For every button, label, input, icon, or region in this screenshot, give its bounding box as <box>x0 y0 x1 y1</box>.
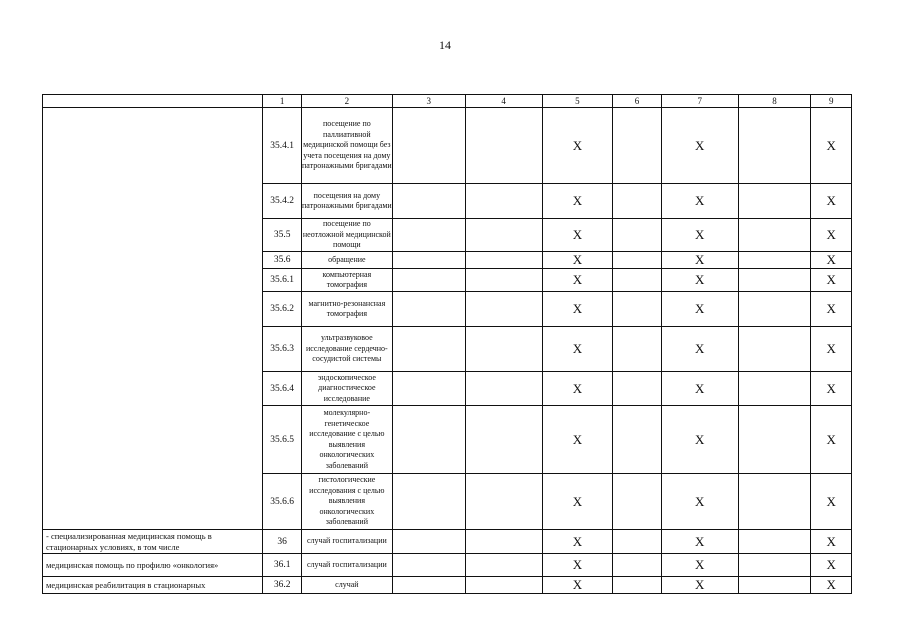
col-5-mark: X <box>542 577 613 594</box>
col-7-mark: X <box>661 474 738 530</box>
col-4-cell <box>465 108 542 184</box>
header-cell-6: 6 <box>613 95 662 108</box>
table-row <box>43 577 852 594</box>
col-9-mark: X <box>811 530 852 554</box>
col-4-cell <box>465 577 542 594</box>
col-9-mark: X <box>811 269 852 292</box>
col-8-cell <box>738 372 811 406</box>
col-6-cell <box>613 474 662 530</box>
col-5-mark: X <box>542 530 613 554</box>
empty-description-cell <box>43 108 263 530</box>
unit-cell: компьютерная томография <box>301 269 392 292</box>
unit-cell: молекулярно-генетическое исследование с целью выявления онкологических заболеваний <box>301 406 392 474</box>
col-5-mark: X <box>542 219 613 252</box>
col-9-mark: X <box>811 292 852 327</box>
col-3-cell <box>392 554 465 577</box>
page-number: 14 <box>439 38 451 52</box>
col-6-cell <box>613 219 662 252</box>
unit-cell: обращение <box>301 252 392 269</box>
row-number: 35.6.6 <box>263 474 301 530</box>
col-7-mark: X <box>661 219 738 252</box>
row-number: 35.6.4 <box>263 372 301 406</box>
header-cell-3: 3 <box>392 95 465 108</box>
unit-cell: магнитно-резонансная томография <box>301 292 392 327</box>
col-8-cell <box>738 252 811 269</box>
table-row <box>43 554 852 577</box>
description-cell: медицинская помощь по профилю «онкология» <box>43 554 263 577</box>
col-7-mark: X <box>661 577 738 594</box>
col-7-mark: X <box>661 108 738 184</box>
header-cell-4: 4 <box>465 95 542 108</box>
table-row <box>43 530 852 554</box>
col-7-mark: X <box>661 406 738 474</box>
col-3-cell <box>392 108 465 184</box>
header-cell-9: 9 <box>811 95 852 108</box>
col-5-mark: X <box>542 108 613 184</box>
col-8-cell <box>738 577 811 594</box>
unit-cell: случай госпитализации <box>301 554 392 577</box>
row-number: 35.6.2 <box>263 292 301 327</box>
col-3-cell <box>392 530 465 554</box>
row-number: 35.4.2 <box>263 184 301 219</box>
col-6-cell <box>613 269 662 292</box>
col-8-cell <box>738 269 811 292</box>
col-8-cell <box>738 184 811 219</box>
col-5-mark: X <box>542 327 613 372</box>
col-3-cell <box>392 372 465 406</box>
col-9-mark: X <box>811 577 852 594</box>
col-6-cell <box>613 292 662 327</box>
col-7-mark: X <box>661 554 738 577</box>
row-number: 36 <box>263 530 301 554</box>
col-5-mark: X <box>542 406 613 474</box>
col-6-cell <box>613 554 662 577</box>
col-6-cell <box>613 530 662 554</box>
row-number: 36.1 <box>263 554 301 577</box>
col-3-cell <box>392 219 465 252</box>
unit-cell: ультразвуковое исследование сердечно-сосудистой системы <box>301 327 392 372</box>
col-5-mark: X <box>542 372 613 406</box>
unit-cell: случай <box>301 577 392 594</box>
col-8-cell <box>738 554 811 577</box>
unit-cell: посещение по паллиативной медицинской помощи без учета посещения на дому патронажными бригадами <box>301 108 392 184</box>
col-6-cell <box>613 406 662 474</box>
col-9-mark: X <box>811 219 852 252</box>
col-7-mark: X <box>661 530 738 554</box>
unit-cell: случай госпитализации <box>301 530 392 554</box>
col-7-mark: X <box>661 327 738 372</box>
header-cell-8: 8 <box>738 95 811 108</box>
header-row <box>43 95 852 108</box>
unit-cell: гистологические исследования с целью выявления онкологических заболеваний <box>301 474 392 530</box>
col-6-cell <box>613 577 662 594</box>
col-6-cell <box>613 184 662 219</box>
header-cell-desc <box>43 95 263 108</box>
col-6-cell <box>613 108 662 184</box>
col-5-mark: X <box>542 292 613 327</box>
col-3-cell <box>392 292 465 327</box>
col-7-mark: X <box>661 252 738 269</box>
col-3-cell <box>392 184 465 219</box>
data-table <box>42 94 852 594</box>
col-4-cell <box>465 269 542 292</box>
header-cell-2: 2 <box>301 95 392 108</box>
col-8-cell <box>738 292 811 327</box>
col-8-cell <box>738 530 811 554</box>
col-4-cell <box>465 219 542 252</box>
col-9-mark: X <box>811 406 852 474</box>
col-5-mark: X <box>542 474 613 530</box>
col-5-mark: X <box>542 252 613 269</box>
col-8-cell <box>738 406 811 474</box>
col-8-cell <box>738 327 811 372</box>
table-row <box>43 108 852 184</box>
col-8-cell <box>738 219 811 252</box>
unit-cell: посещение по неотложной медицинской помощи <box>301 219 392 252</box>
row-number: 35.4.1 <box>263 108 301 184</box>
col-9-mark: X <box>811 184 852 219</box>
row-number: 35.6.3 <box>263 327 301 372</box>
unit-cell: эндоскопическое диагностическое исследование <box>301 372 392 406</box>
col-4-cell <box>465 184 542 219</box>
col-6-cell <box>613 252 662 269</box>
col-5-mark: X <box>542 554 613 577</box>
col-6-cell <box>613 327 662 372</box>
row-number: 35.6 <box>263 252 301 269</box>
row-number: 35.6.1 <box>263 269 301 292</box>
unit-cell: посещения на дому патронажными бригадами <box>301 184 392 219</box>
header-cell-5: 5 <box>542 95 613 108</box>
col-4-cell <box>465 474 542 530</box>
col-7-mark: X <box>661 292 738 327</box>
col-9-mark: X <box>811 327 852 372</box>
header-cell-1: 1 <box>263 95 301 108</box>
col-8-cell <box>738 108 811 184</box>
col-4-cell <box>465 372 542 406</box>
col-9-mark: X <box>811 108 852 184</box>
col-7-mark: X <box>661 372 738 406</box>
col-9-mark: X <box>811 252 852 269</box>
col-4-cell <box>465 406 542 474</box>
col-9-mark: X <box>811 372 852 406</box>
col-7-mark: X <box>661 269 738 292</box>
description-cell: - специализированная медицинская помощь в стационарных условиях, в том числе <box>43 530 263 554</box>
row-number: 36.2 <box>263 577 301 594</box>
col-6-cell <box>613 372 662 406</box>
col-3-cell <box>392 269 465 292</box>
col-4-cell <box>465 530 542 554</box>
col-4-cell <box>465 252 542 269</box>
col-4-cell <box>465 327 542 372</box>
col-4-cell <box>465 292 542 327</box>
col-5-mark: X <box>542 269 613 292</box>
col-3-cell <box>392 577 465 594</box>
col-9-mark: X <box>811 554 852 577</box>
col-5-mark: X <box>542 184 613 219</box>
col-3-cell <box>392 474 465 530</box>
col-7-mark: X <box>661 184 738 219</box>
col-8-cell <box>738 474 811 530</box>
col-3-cell <box>392 327 465 372</box>
header-cell-7: 7 <box>661 95 738 108</box>
col-4-cell <box>465 554 542 577</box>
col-3-cell <box>392 406 465 474</box>
row-number: 35.5 <box>263 219 301 252</box>
col-3-cell <box>392 252 465 269</box>
row-number: 35.6.5 <box>263 406 301 474</box>
description-cell: медицинская реабилитация в стационарных <box>43 577 263 594</box>
col-9-mark: X <box>811 474 852 530</box>
